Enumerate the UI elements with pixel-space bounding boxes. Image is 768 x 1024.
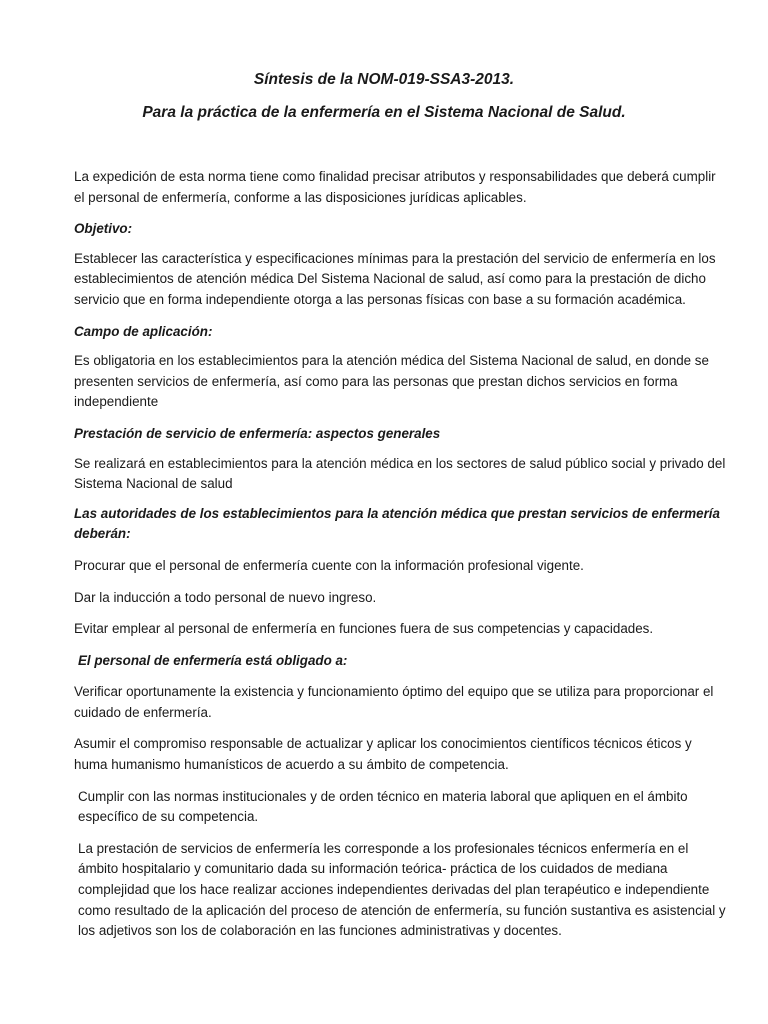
prestacion-heading: Prestación de servicio de enfermería: aspectos generales [74, 425, 441, 441]
document-subtitle: Para la práctica de la enfermería en el Sistema Nacional de Salud. [142, 104, 626, 121]
prestacion-paragraph: Se realizará en establecimientos para la atención médica en los sectores de salud público social y privado del Sistema Nacional de salud [74, 455, 726, 492]
closing-paragraph: La prestación de servicios de enfermería les corresponde a los profesionales técnicos enfermería en el ámbito hospitalario y comunitario dada su información teórica- práctica de los cuidados de mediana complejidad que los hace realizar acciones independientes derivadas del plan terapéutico e independiente como resultado de la aplicación del proceso de atención de enfermería, su función sustantiva es asistencial y los adjetivos son los de colaboración en las funciones administrativas y docentes. [78, 840, 726, 939]
autoridades-item: Dar la inducción a todo personal de nuevo ingreso. [74, 589, 377, 605]
personal-item: Cumplir con las normas institucionales y de orden técnico en materia laboral que apliquen en el ámbito específico de su competencia. [78, 788, 688, 825]
document-title: Síntesis de la NOM-019-SSA3-2013. [253, 71, 515, 88]
intro-paragraph: La expedición de esta norma tiene como finalidad precisar atributos y responsabilidades que deberá cumplir el personal de enfermería, conforme a las disposiciones jurídicas aplicables. [74, 169, 716, 205]
autoridades-item: Evitar emplear al personal de enfermería en funciones fuera de sus competencias y capacidades. [74, 621, 654, 637]
personal-heading: El personal de enfermería está obligado a: [78, 652, 348, 668]
title-block [40, 0, 728, 123]
campo-heading: Campo de aplicación: [74, 323, 213, 339]
campo-paragraph: Es obligatoria en los establecimientos para la atención médica del Sistema Nacional de salud, en donde se presenten servicios de enfermería, así como para las personas que prestan dichos servicios en forma independiente [74, 353, 709, 410]
objetivo-heading: Objetivo: [74, 221, 133, 237]
autoridades-item: Procurar que el personal de enfermería cuente con la información profesional vigente. [74, 557, 584, 573]
autoridades-heading: Las autoridades de los establecimientos para la atención médica que prestan servicios de enfermería deberán: [74, 505, 720, 542]
personal-item: Verificar oportunamente la existencia y funcionamiento óptimo del equipo que se utiliza para proporcionar el cuidado de enfermería. [74, 684, 714, 720]
objetivo-paragraph: Establecer las característica y especificaciones mínimas para la prestación del servicio de enfermería en los establecimientos de atención médica Del Sistema Nacional de salud, así como para la prestación de dicho servicio que en forma independiente otorga a las personas físicas con base a su formación académica. [74, 250, 716, 307]
document-body [74, 167, 728, 942]
personal-item: Asumir el compromiso responsable de actualizar y aplicar los conocimientos científicos técnicos éticos y huma humanismo humanísticos de acuerdo a su ámbito de competencia. [74, 736, 692, 773]
